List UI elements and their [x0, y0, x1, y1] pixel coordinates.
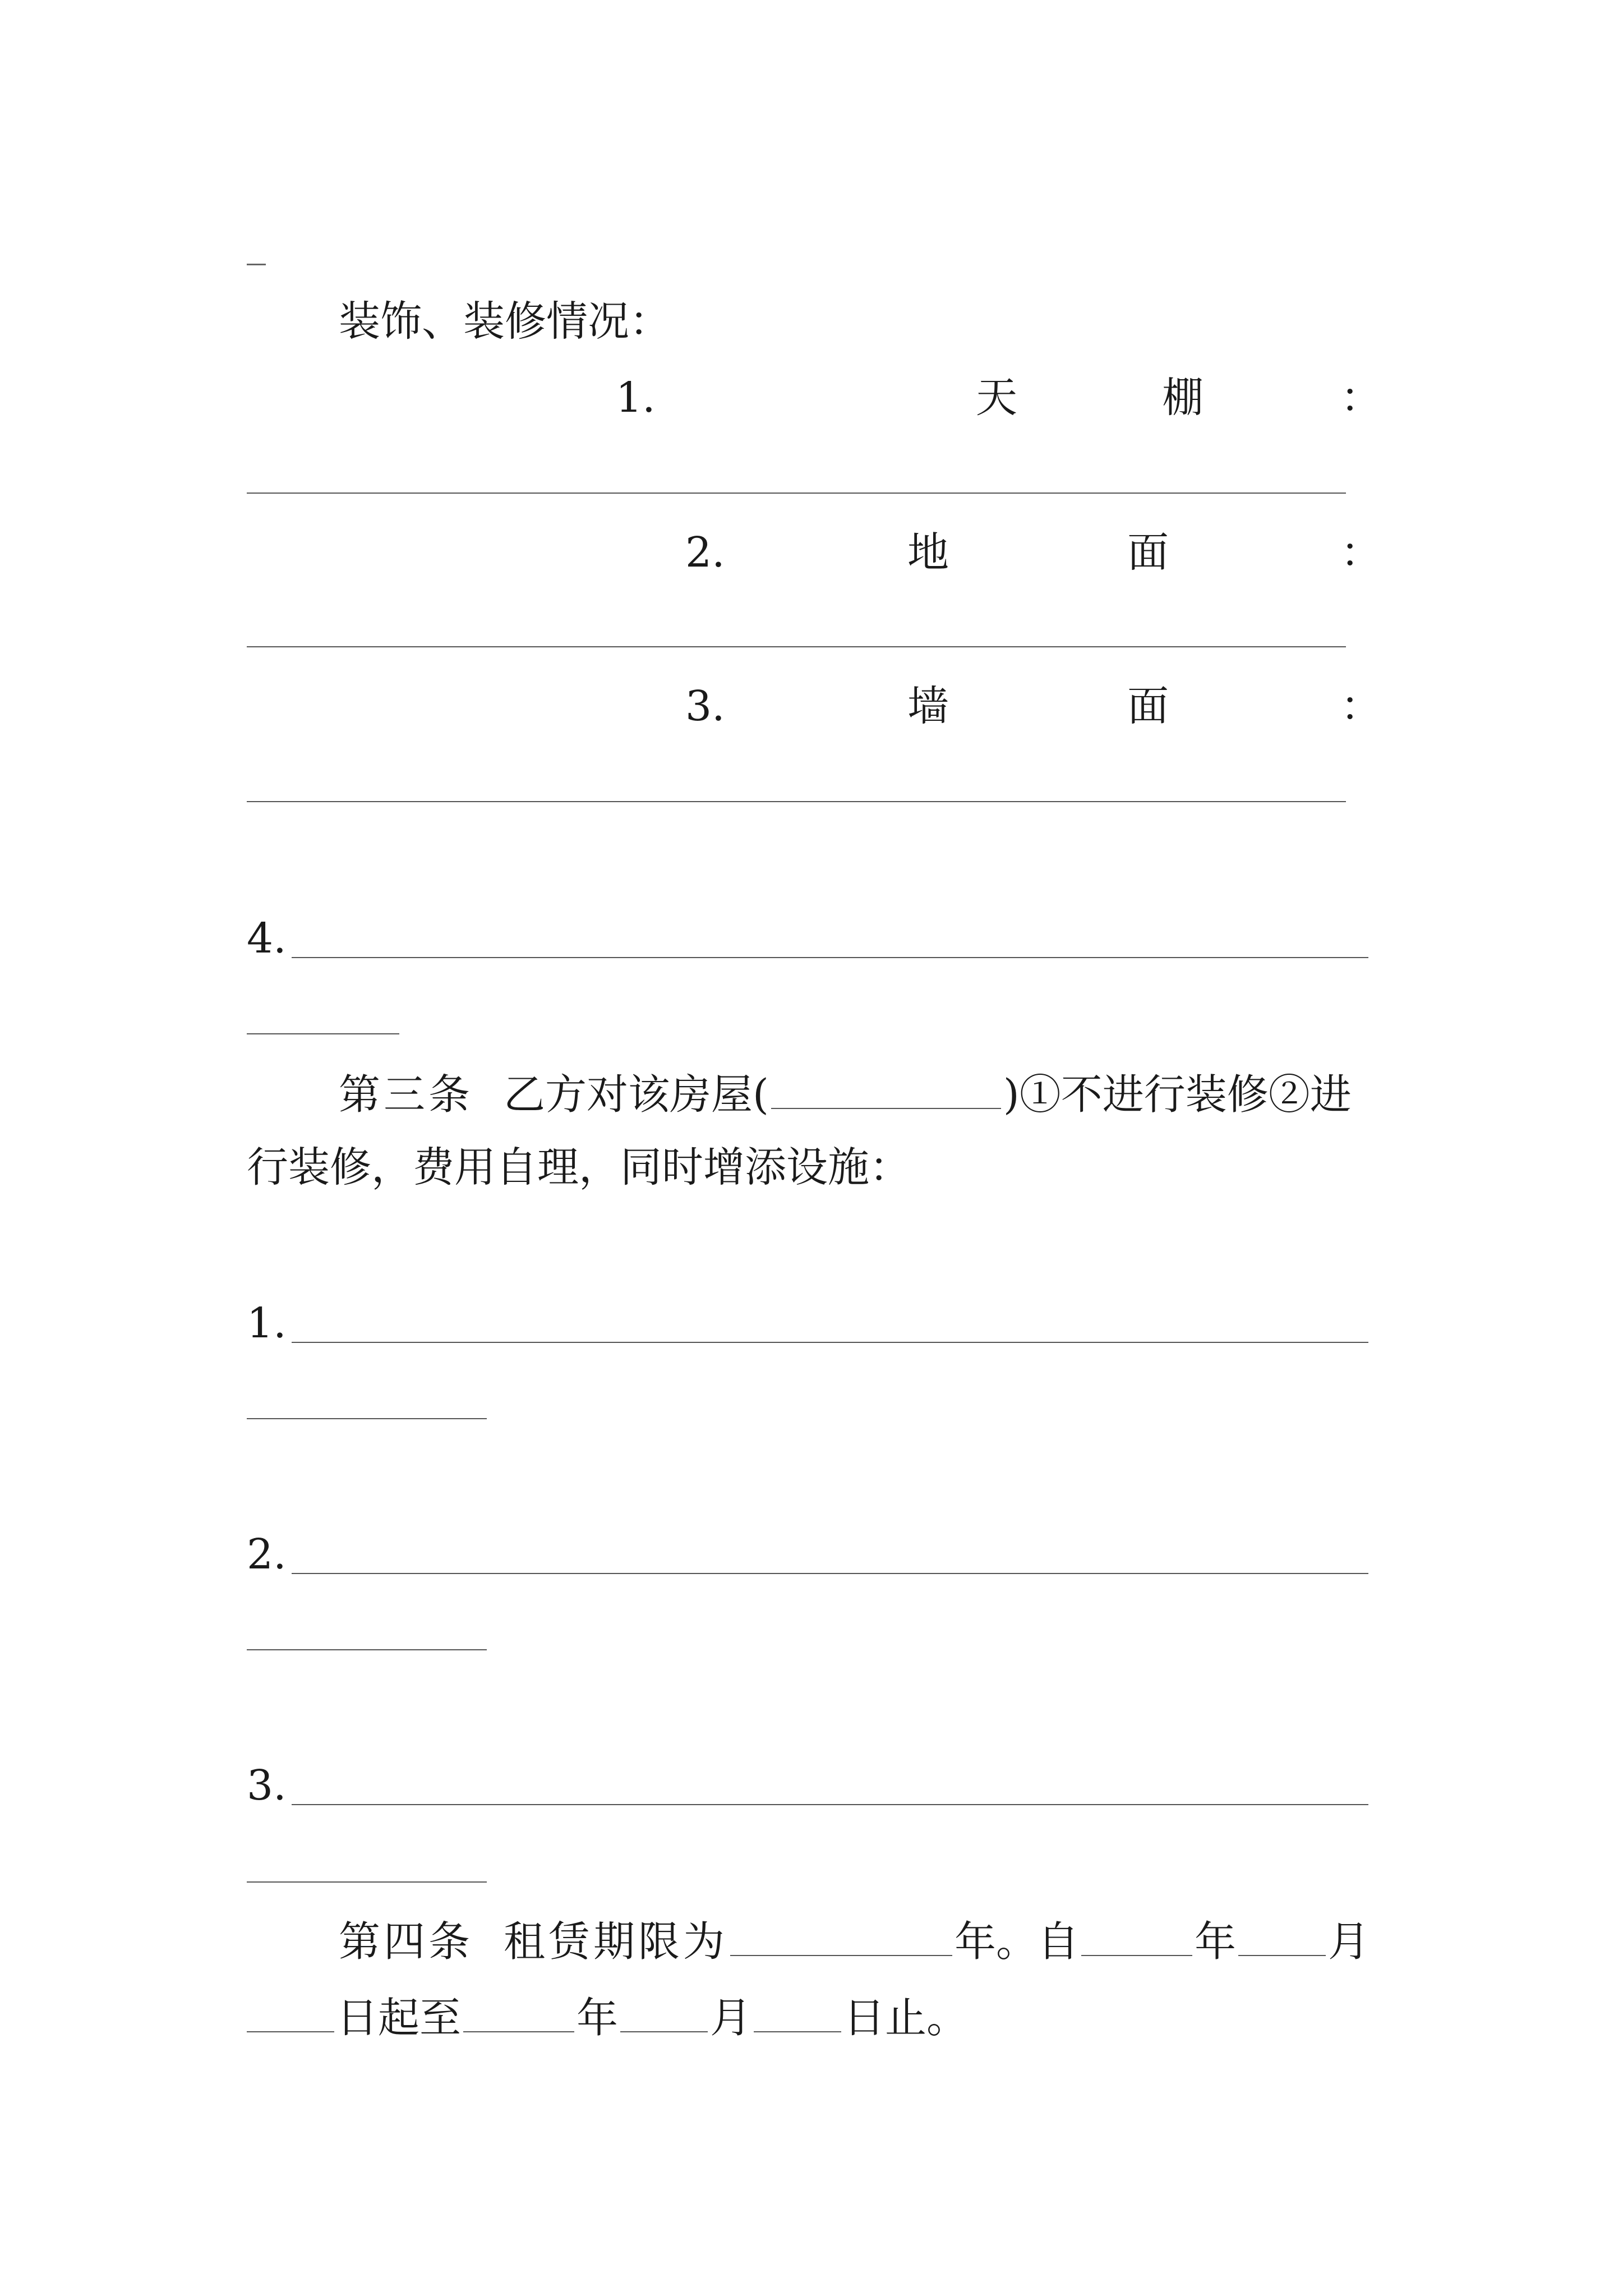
article4-text-a: 租赁期限为 — [504, 1917, 728, 1966]
decoration-item-2-char-2: 面 — [1127, 528, 1169, 577]
decoration-item-3-char-1: 墙 — [907, 682, 949, 730]
decoration-item-4-fill-line-cont[interactable] — [247, 1033, 399, 1034]
decoration-item-1-char-2: 棚 — [1162, 374, 1204, 422]
article3-text-a: 乙方对该房屋( — [504, 1070, 769, 1119]
decoration-item-2-fill-line[interactable] — [247, 646, 1346, 647]
decoration-item-3-fill-line[interactable] — [247, 801, 1346, 802]
article4-line-1 — [339, 1917, 1370, 1966]
article3-item-1-fill-line[interactable] — [292, 1342, 1368, 1343]
decoration-heading: 装饰、装修情况： — [339, 297, 671, 346]
article3-item-2-fill-line[interactable] — [292, 1573, 1368, 1574]
decoration-item-3-colon: ： — [1340, 682, 1382, 730]
article4-day1-label: 日起至 — [336, 1994, 461, 2042]
article3-text-b: )①不进行装修②进 — [1003, 1070, 1352, 1119]
article3-choice-field[interactable] — [771, 1070, 1001, 1109]
decoration-item-4-number: 4. — [247, 914, 287, 963]
decoration-item-1-fill-line[interactable] — [247, 493, 1346, 494]
article4-month2-label: 月 — [710, 1994, 751, 2042]
article4-years-field[interactable] — [730, 1917, 952, 1956]
decoration-item-2-number: 2. — [685, 528, 725, 577]
decoration-item-3-char-2: 面 — [1127, 682, 1169, 730]
article3-line-1 — [339, 1070, 1352, 1119]
article4-end-year-field[interactable] — [463, 1994, 574, 2032]
article4-start-month-field[interactable] — [1238, 1917, 1326, 1956]
article3-item-1-number: 1. — [247, 1299, 287, 1347]
header-mark — [247, 264, 266, 265]
article4-start-day-field[interactable] — [247, 1994, 334, 2032]
decoration-item-1-char-1: 天 — [976, 374, 1017, 422]
article3-text-c: 行装修，费用自理，同时增添设施： — [247, 1143, 911, 1191]
decoration-item-2-colon: ： — [1340, 528, 1382, 577]
article4-lead: 第四条 — [339, 1917, 473, 1966]
decoration-item-4-fill-line[interactable] — [292, 957, 1368, 958]
article3-item-2-fill-line-cont[interactable] — [247, 1649, 487, 1650]
article4-line-2 — [247, 1994, 968, 2042]
article4-end-day-field[interactable] — [754, 1994, 841, 2032]
decoration-item-1-colon: ： — [1340, 374, 1382, 422]
decoration-item-2-char-1: 地 — [907, 528, 949, 577]
article4-day2-label: 日止。 — [843, 1994, 968, 2042]
article4-year2-label: 年 — [1195, 1917, 1236, 1966]
article4-month1-label: 月 — [1328, 1917, 1370, 1966]
article3-item-1-fill-line-cont[interactable] — [247, 1418, 487, 1419]
article3-lead: 第三条 — [339, 1070, 473, 1119]
article4-year1-label: 年。自 — [955, 1917, 1079, 1966]
decoration-item-1-number: 1. — [616, 374, 656, 422]
article3-item-3-fill-line-cont[interactable] — [247, 1881, 487, 1883]
article3-item-3-fill-line[interactable] — [292, 1804, 1368, 1805]
article3-item-2-number: 2. — [247, 1530, 287, 1579]
article4-end-month-field[interactable] — [620, 1994, 708, 2032]
decoration-item-3-number: 3. — [685, 682, 725, 730]
article4-start-year-field[interactable] — [1081, 1917, 1192, 1956]
article3-item-3-number: 3. — [247, 1761, 287, 1810]
article4-year3-label: 年 — [577, 1994, 618, 2042]
